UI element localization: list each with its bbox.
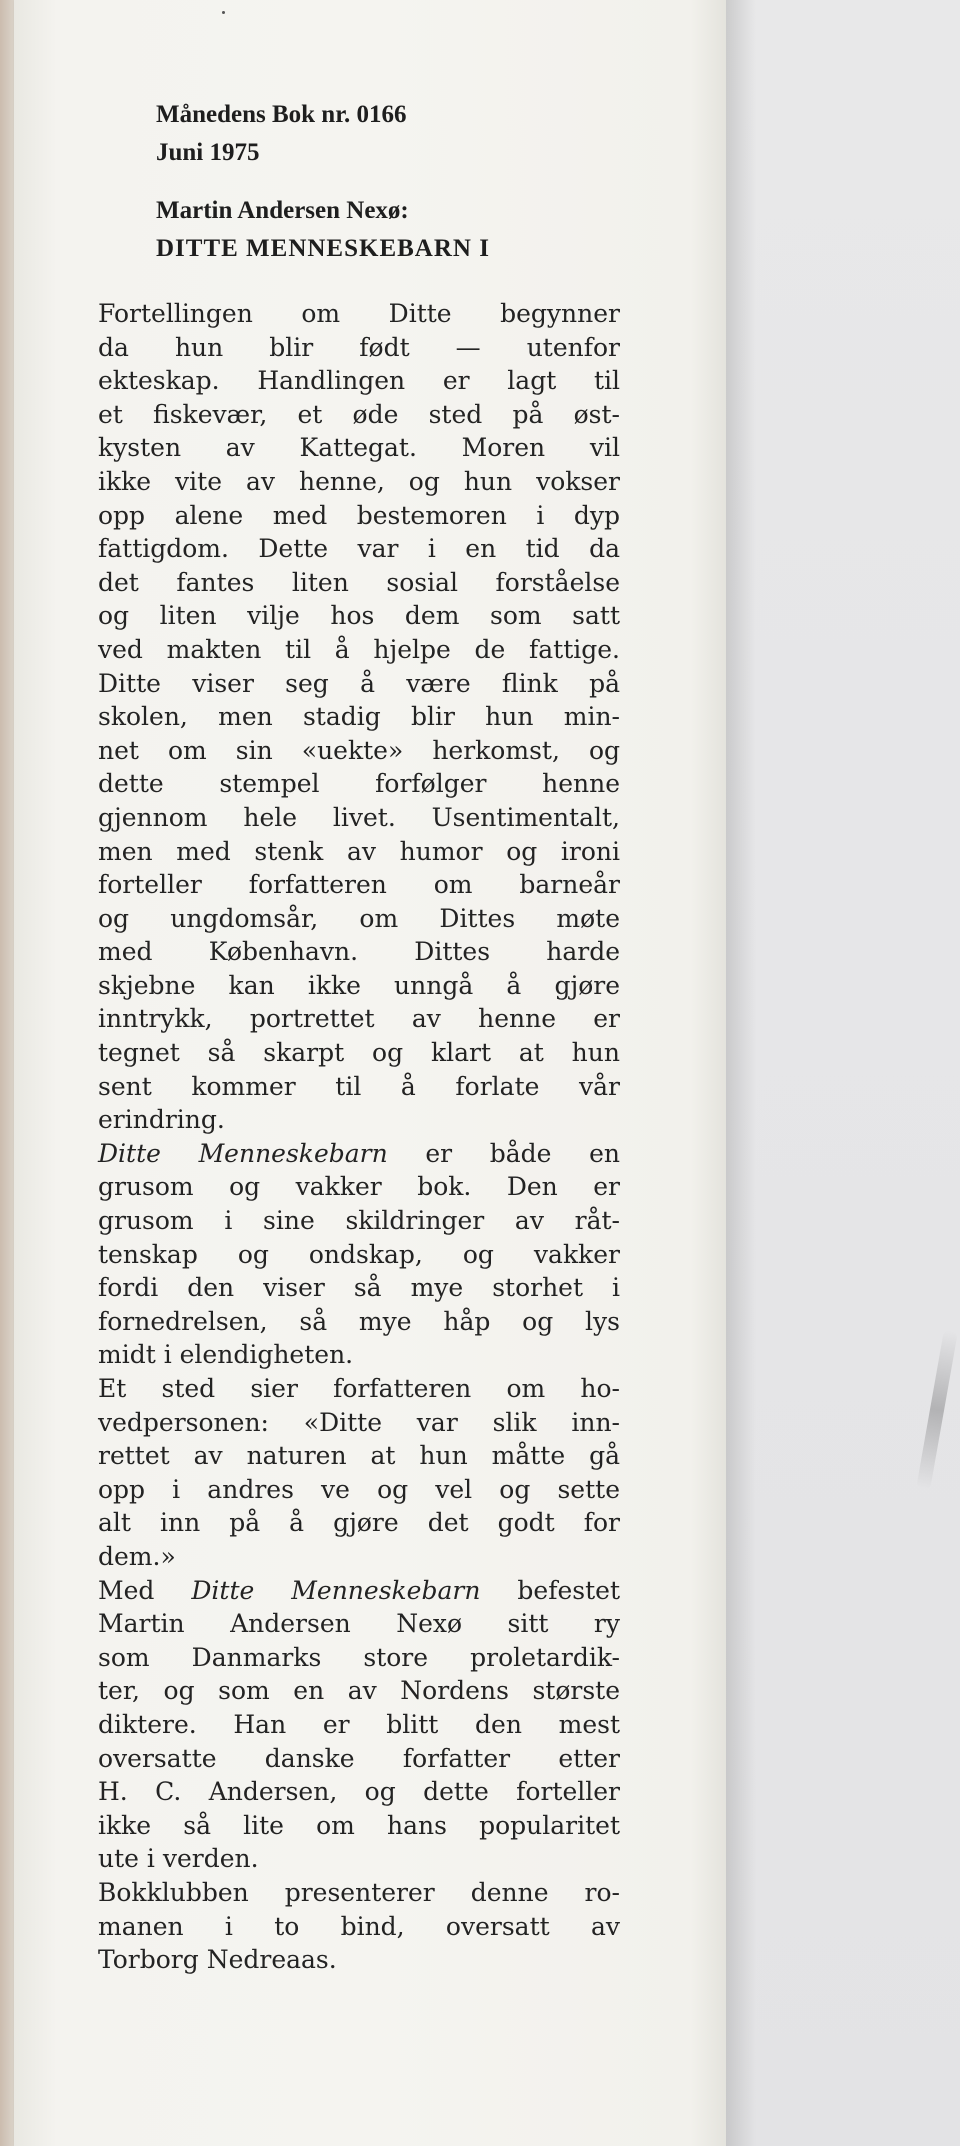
text-line [98,1607,620,1641]
text-line [98,1910,620,1944]
text-line [98,1876,620,1910]
text-line [98,1473,620,1507]
text-segment: ter, og som en av Nordens største [98,1676,620,1706]
text-segment: med København. Dittes harde [98,937,620,967]
text-segment: Fortellingen om Ditte begynner [98,299,620,328]
text-segment: midt i elendigheten. [98,1340,354,1370]
text-line [98,1372,620,1406]
text-segment: Ditte viser seg å være flink på [98,668,620,698]
text-segment: er både en [387,1138,620,1168]
text-line [98,1103,620,1137]
text-line [98,734,620,768]
text-segment: som Danmarks store proletardik- [98,1642,620,1672]
text-segment: opp i andres ve og vel og sette [98,1474,620,1504]
text-line [98,1271,620,1305]
text-line [98,1036,620,1070]
text-segment: Med [98,1575,192,1605]
text-segment: og liten vilje hos dem som satt [98,601,620,631]
text-segment: kysten av Kattegat. Moren vil [98,433,620,463]
text-line [98,566,620,600]
text-segment: forteller forfatteren om barneår [98,870,620,900]
text-line [98,767,620,801]
text-segment: fordi den viser så mye storhet i [98,1273,620,1303]
text-segment: det fantes liten sosial forståelse [98,567,620,597]
text-line [98,1137,620,1171]
text-line [98,935,620,969]
book-header [156,96,490,268]
text-segment: fattigdom. Dette var i en tid da [98,534,620,564]
text-segment: et fiskevær, et øde sted på øst- [98,399,620,429]
text-segment: opp alene med bestemoren i dyp [98,500,620,530]
text-segment: Et sted sier forfatteren om ho- [98,1374,620,1403]
text-line [98,835,620,869]
text-segment: diktere. Han er blitt den mest [98,1709,620,1739]
text-line [98,868,620,902]
text-line [98,1809,620,1843]
text-line [98,1406,620,1440]
text-segment: fornedrelsen, så mye håp og lys [98,1306,620,1336]
text-segment: men med stenk av humor og ironi [98,836,620,866]
text-segment: dem.» [98,1541,176,1571]
text-line [98,1842,620,1876]
text-line [98,801,620,835]
text-line [98,364,620,398]
text-line [98,902,620,936]
text-segment: skjebne kan ikke unngå å gjøre [98,970,620,1000]
text-segment: sent kommer til å forlate vår [98,1071,620,1101]
text-segment: ikke vite av henne, og hun vokser [98,466,620,496]
text-line [98,1574,620,1608]
text-line [98,1238,620,1272]
text-segment: manen i to bind, oversatt av [98,1911,620,1941]
text-line [98,633,620,667]
text-segment: rettet av naturen at hun måtte gå [98,1441,620,1471]
text-line [98,297,620,331]
text-segment: skolen, men stadig blir hun min- [98,702,620,732]
text-line [98,1506,620,1540]
text-line [98,1742,620,1776]
text-segment: oversatte danske forfatter etter [98,1743,620,1773]
text-line [98,1708,620,1742]
text-line [98,1002,620,1036]
text-segment: net om sin «uekte» herkomst, og [98,735,620,765]
book-title-italic: Ditte Menneskebarn [98,1138,388,1168]
text-line [98,1540,620,1574]
text-segment: gjennom hele livet. Usentimentalt, [98,802,620,832]
text-line [98,1338,620,1372]
book-title: DITTE MENNESKEBARN I [156,235,490,262]
text-line [98,1170,620,1204]
book-title-italic: Ditte Menneskebarn [191,1575,481,1605]
dust-speck [222,11,225,14]
text-line [98,599,620,633]
text-segment: og ungdomsår, om Dittes møte [98,903,620,933]
text-segment: H. C. Andersen, og dette forteller [98,1777,620,1807]
text-line [98,1305,620,1339]
text-segment: da hun blir født — utenfor [98,332,620,362]
series-number: Månedens Bok nr. 0166 [156,101,407,128]
text-line [98,499,620,533]
text-line [98,1943,620,1977]
text-segment: alt inn på å gjøre det godt for [98,1508,620,1538]
text-line [98,1641,620,1675]
text-segment: Martin Andersen Nexø sitt ry [98,1609,620,1639]
text-line [98,431,620,465]
text-line [98,398,620,432]
text-segment: ved makten til å hjelpe de fattige. [98,634,620,664]
text-line [98,1204,620,1238]
text-segment: Torborg Nedreaas. [98,1945,337,1975]
text-segment: Bokklubben presenterer denne ro- [98,1877,620,1907]
text-line [98,667,620,701]
text-segment: ikke så lite om hans popularitet [98,1810,620,1840]
text-line [98,331,620,365]
text-line [98,532,620,566]
text-segment: erindring. [98,1105,225,1135]
text-line [98,1775,620,1809]
text-segment: grusom i sine skildringer av råt- [98,1206,620,1236]
text-segment: grusom og vakker bok. Den er [98,1172,620,1202]
text-segment: tenskap og ondskap, og vakker [98,1239,620,1269]
author-line: Martin Andersen Nexø: [156,197,409,224]
text-line [98,465,620,499]
background-right [726,0,960,2146]
description-text [98,297,620,1977]
text-segment: befestet [480,1575,620,1605]
text-segment: inntrykk, portrettet av henne er [98,1004,620,1034]
text-line [98,700,620,734]
text-segment: tegnet så skarpt og klart at hun [98,1038,620,1068]
text-line [98,1439,620,1473]
text-segment: ekteskap. Handlingen er lagt til [98,366,620,396]
page-shadow [726,0,756,2146]
text-line [98,1674,620,1708]
text-segment: vedpersonen: «Ditte var slik inn- [98,1407,620,1437]
publication-date: Juni 1975 [156,139,260,166]
text-line [98,1070,620,1104]
text-line [98,969,620,1003]
text-segment: dette stempel forfølger henne [98,769,620,799]
text-segment: ute i verden. [98,1844,259,1874]
